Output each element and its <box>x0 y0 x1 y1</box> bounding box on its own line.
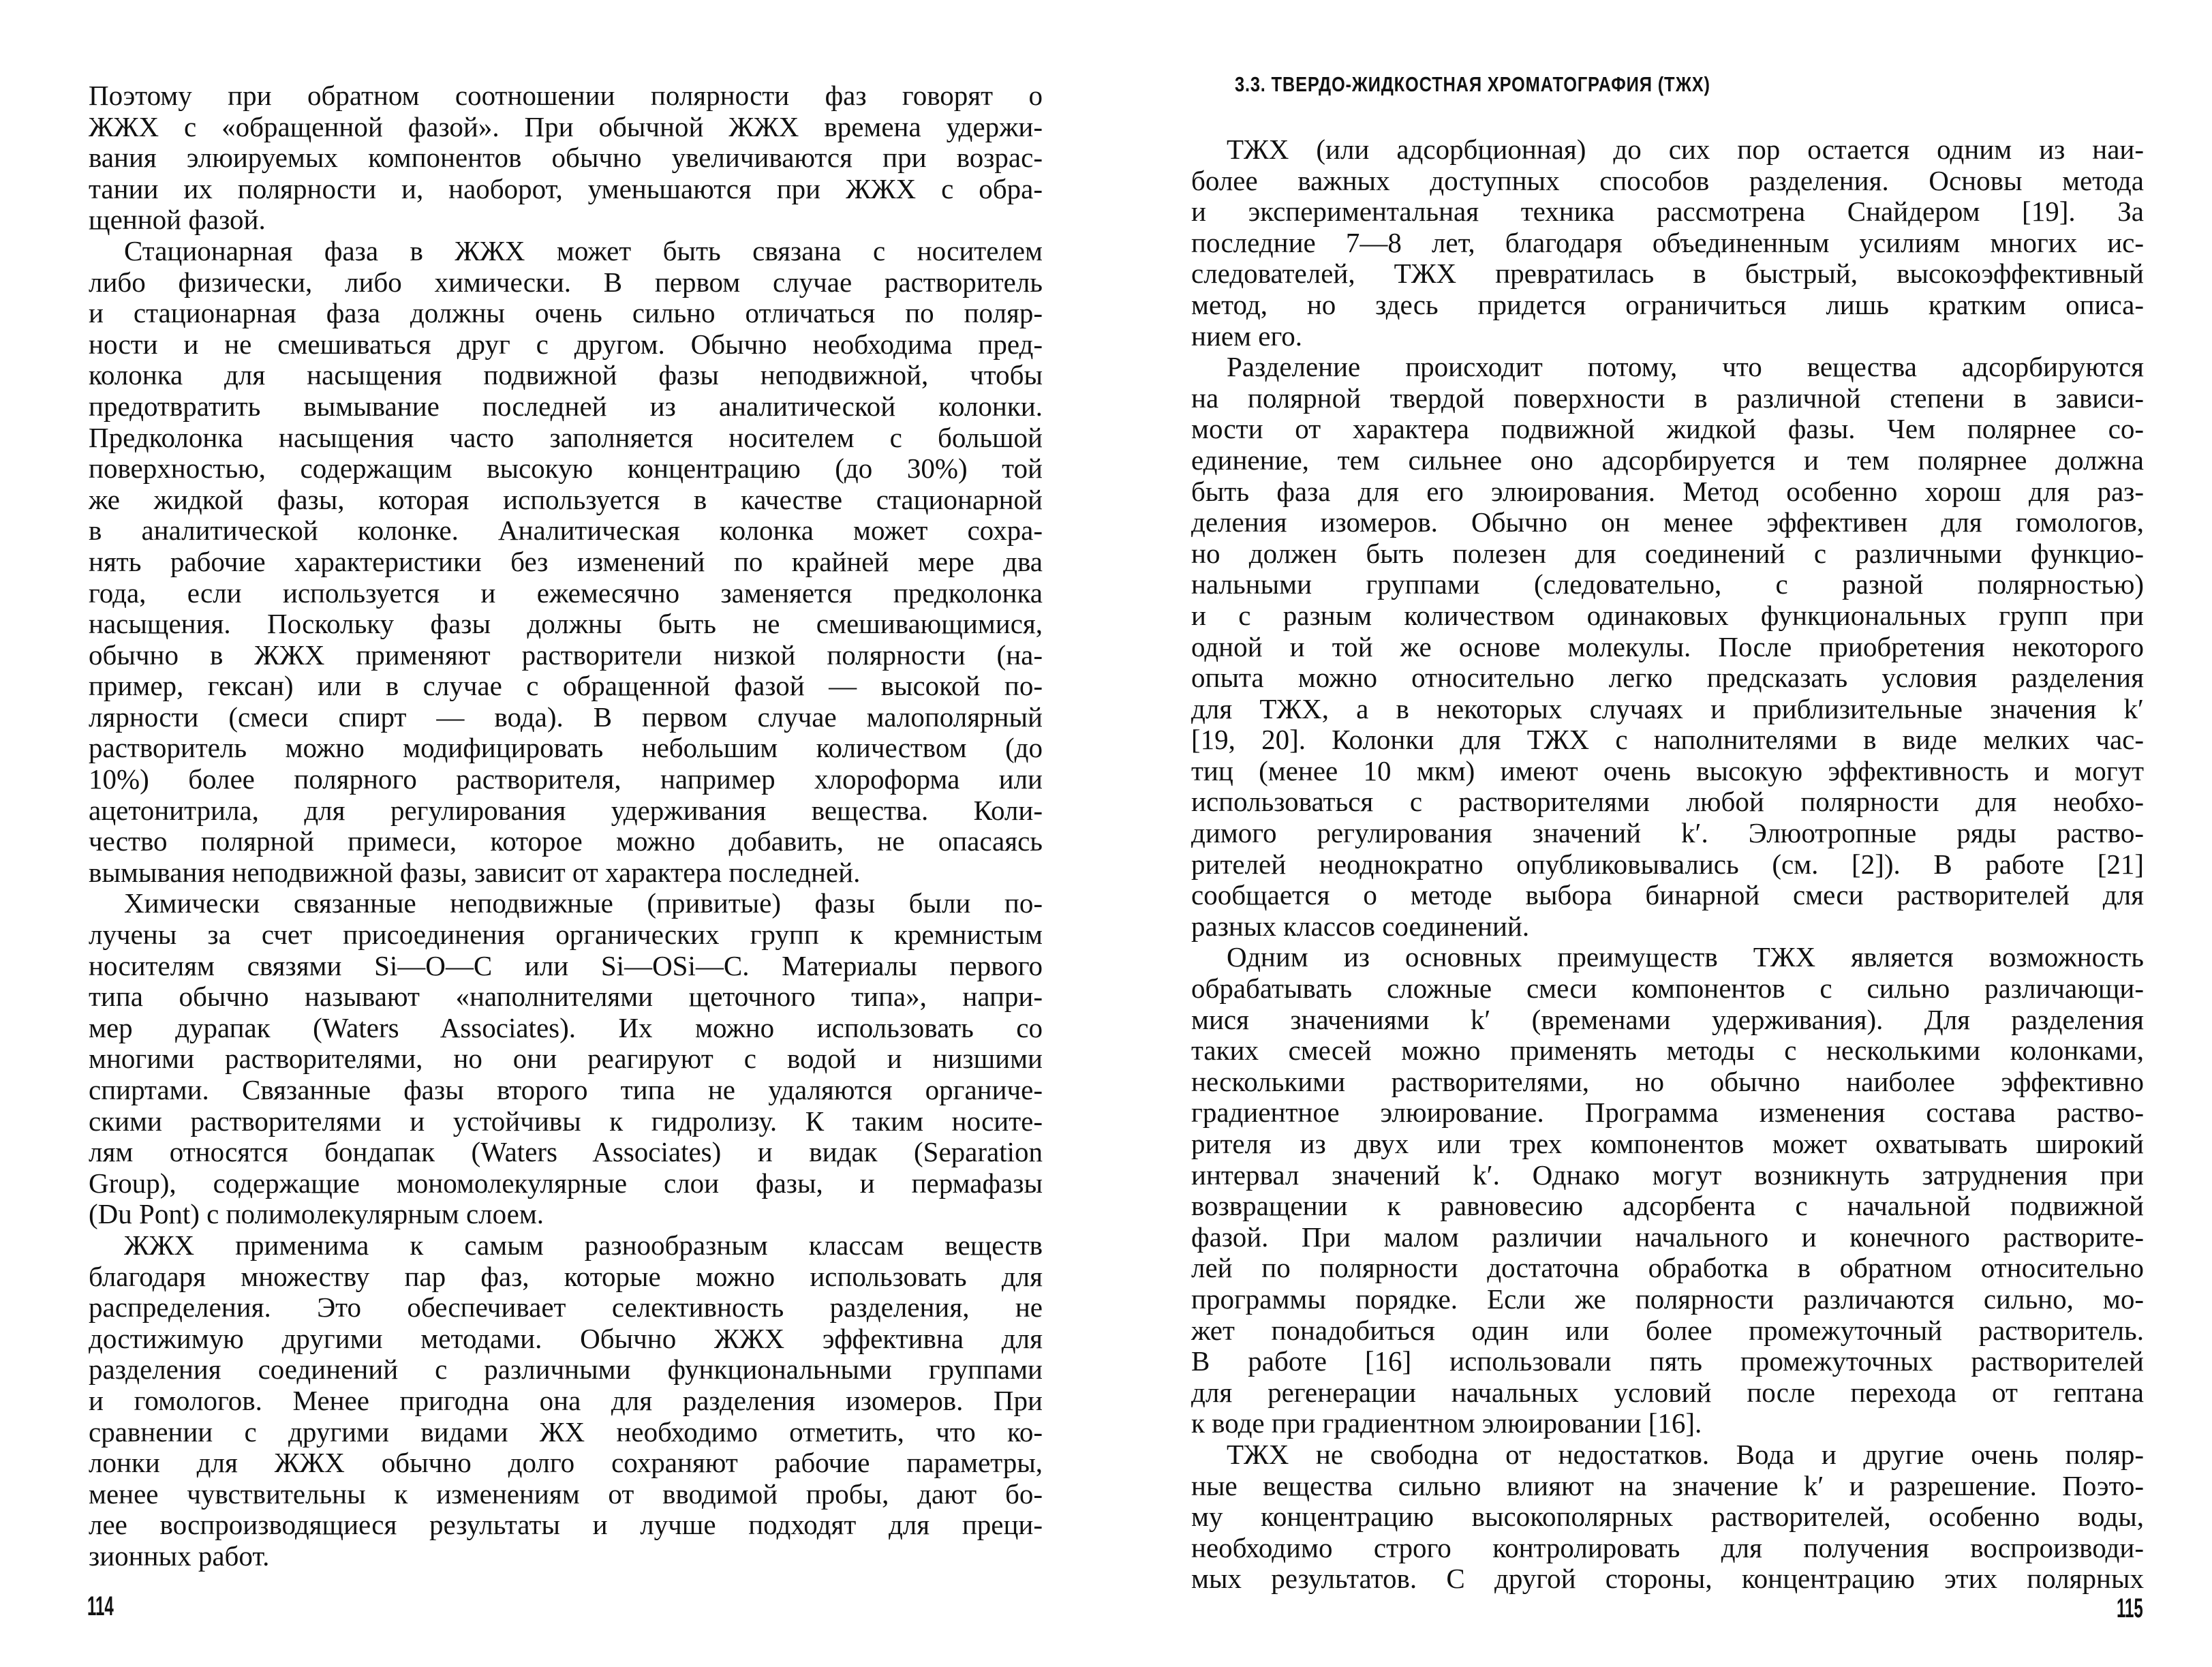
text-line: опыта можно относительно легко предсказать условия разделения <box>1191 662 2144 694</box>
text-line: вымывания неподвижной фазы, зависит от характера последней. <box>89 856 861 888</box>
text-line: насыщения. Поскольку фазы должны быть не смешивающимися, <box>89 608 1043 640</box>
text-line: пример, гексан) или в случае с обращенной фазой — высокой по- <box>89 670 1043 702</box>
text-line: более важных доступных способов разделения. Основы метода <box>1191 164 2144 196</box>
text-line: обрабатывать сложные смеси компонентов с сильно различающи- <box>1191 973 2144 1005</box>
text-line: щенной фазой. <box>89 204 266 236</box>
paragraph <box>1191 1439 2144 1595</box>
text-line: тиц (менее 10 мкм) имеют очень высокую эффективность и могут <box>1191 754 2144 786</box>
text-line: Разделение происходит потому, что вещества адсорбируются <box>1227 351 2144 383</box>
text-line: Одним из основных преимуществ ТЖХ является возможность <box>1227 941 2144 973</box>
text-line: программы порядке. Если же полярности различаются сильно, мо- <box>1191 1283 2144 1315</box>
text-line: Стационарная фаза в ЖЖХ может быть связана с носителем <box>124 234 1043 266</box>
text-line: ТЖХ не свободна от недостатков. Вода и другие очень поляр- <box>1227 1438 2144 1470</box>
text-line: рителей неоднократно опубликовывались (см. [2]). В работе [21] <box>1191 848 2144 880</box>
text-line: лонки для ЖЖХ обычно долго сохраняют рабочие параметры, <box>89 1447 1043 1479</box>
text-line: и гомологов. Менее пригодна она для разделения изомеров. При <box>89 1384 1043 1416</box>
text-line: Group), содержащие мономолекулярные слои фазы, и пермафазы <box>89 1167 1043 1199</box>
text-line: возвращении к равновесию адсорбента с начальной подвижной <box>1191 1190 2144 1222</box>
paragraph <box>89 888 1043 1230</box>
text-line: метод, но здесь придется ограничиться лишь кратким описа- <box>1191 288 2144 320</box>
text-line: единение, тем сильнее оно адсорбируется и тем полярнее должна <box>1191 444 2144 476</box>
text-line: и экспериментальная техника рассмотрена Снайдером [19]. За <box>1191 196 2144 228</box>
left-page-text <box>89 80 1043 1572</box>
text-line: необходимо строго контролировать для получения воспроизводи- <box>1191 1531 2144 1563</box>
text-line: типа обычно называют «наполнителями щеточного типа», напри- <box>89 981 1043 1013</box>
text-line: растворитель можно модифицировать небольшим количеством (до <box>89 732 1043 764</box>
text-line: лучены за счет присоединения органических групп к кремнистым <box>89 919 1043 951</box>
text-line: разделения соединений с различными функциональными группами <box>89 1354 1043 1386</box>
text-line: для регенерации начальных условий после перехода от гептана <box>1191 1376 2144 1408</box>
text-line: лей по полярности достаточна обработка в обратном относительно <box>1191 1252 2144 1284</box>
text-line: носителям связями Si—O—C или Si—OSi—C. Материалы первого <box>89 949 1043 981</box>
paragraph <box>1191 134 2144 352</box>
section-heading: 3.3. ТВЕРДО-ЖИДКОСТНАЯ ХРОМАТОГРАФИЯ (ТЖХ) <box>1235 72 1710 96</box>
text-line: рителя из двух или трех компонентов может охватывать широкий <box>1191 1128 2144 1159</box>
text-line: года, если используется и ежемесячно заменяется предколонка <box>89 577 1043 609</box>
text-line: Предколонка насыщения часто заполняется носителем с большой <box>89 421 1043 453</box>
text-line: последние 7—8 лет, благодаря объединенным усилиям многих ис- <box>1191 226 2144 258</box>
text-line: мости от характера подвижной жидкой фазы. Чем полярнее со- <box>1191 413 2144 445</box>
text-line: фазой. При малом различии начального и конечного растворите- <box>1191 1221 2144 1253</box>
text-line: градиентное элюирование. Программа изменения состава раство- <box>1191 1097 2144 1129</box>
text-line: 10%) более полярного растворителя, например хлороформа или <box>89 763 1043 795</box>
text-line: предотвратить вымывание последней из аналитической колонки. <box>89 390 1043 422</box>
text-line: и стационарная фаза должны очень сильно отличаться по поляр- <box>89 297 1043 329</box>
text-line: использоваться с растворителями любой полярности для необхо- <box>1191 786 2144 818</box>
text-line: В работе [16] использовали пять промежуточных растворителей <box>1191 1345 2144 1377</box>
text-line: и с разным количеством одинаковых функциональных групп при <box>1191 599 2144 631</box>
text-line: лярности (смеси спирт — вода). В первом случае малополярный <box>89 701 1043 733</box>
text-line: ности и не смешиваться друг с другом. Обычно необходима пред- <box>89 328 1043 360</box>
text-line: зионных работ. <box>89 1540 270 1572</box>
text-line: но должен быть полезен для соединений с различными функцио- <box>1191 537 2144 569</box>
text-line: Поэтому при обратном соотношении полярности фаз говорят о <box>89 80 1043 111</box>
text-line: чество полярной примеси, которое можно добавить, не опасаясь <box>89 825 1043 857</box>
text-line: ацетонитрила, для регулирования удерживания вещества. Коли- <box>89 794 1043 826</box>
text-line: благодаря множеству пар фаз, которые можно использовать для <box>89 1260 1043 1292</box>
text-line: нять рабочие характеристики без изменений по крайней мере два <box>89 545 1043 577</box>
text-line: спиртами. Связанные фазы второго типа не удаляются органиче- <box>89 1074 1043 1105</box>
text-line: вания элюируемых компонентов обычно увеличиваются при возрас- <box>89 142 1043 174</box>
text-line: интервал значений k′. Однако могут возникнуть затруднения при <box>1191 1159 2144 1191</box>
text-line: следователей, ТЖХ превратилась в быстрый, высокоэффективный <box>1191 258 2144 290</box>
right-page-text <box>1191 134 2144 1595</box>
text-line: ЖЖХ с «обращенной фазой». При обычной ЖЖХ времена удержи- <box>89 110 1043 142</box>
text-line: [19, 20]. Колонки для ТЖХ с наполнителями в виде мелких час- <box>1191 724 2144 756</box>
paragraph <box>89 236 1043 888</box>
text-line: тании их полярности и, наоборот, уменьшаются при ЖЖХ с обра- <box>89 172 1043 204</box>
text-line: обычно в ЖЖХ применяют растворители низкой полярности (на- <box>89 639 1043 671</box>
text-line: колонка для насыщения подвижной фазы неподвижной, чтобы <box>89 359 1043 391</box>
text-line: для ТЖХ, а в некоторых случаях и приблизительные значения k′ <box>1191 692 2144 724</box>
text-line: таких смесей можно применять методы с несколькими колонками, <box>1191 1035 2144 1067</box>
paragraph <box>1191 942 2144 1439</box>
page-number-left: 114 <box>87 1591 114 1621</box>
text-line: Химически связанные неподвижные (привитые) фазы были по- <box>124 887 1043 919</box>
page-number-right: 115 <box>2117 1593 2143 1623</box>
text-line: ТЖХ (или адсорбционная) до сих пор остается одним из наи- <box>1227 134 2144 165</box>
text-line: нием его. <box>1191 320 1303 352</box>
paragraph <box>89 80 1043 236</box>
text-line: к воде при градиентном элюировании [16]. <box>1191 1407 1702 1439</box>
text-line: несколькими растворителями, но обычно наиболее эффективно <box>1191 1065 2144 1097</box>
text-line: мер дурапак (Waters Associates). Их можно использовать со <box>89 1011 1043 1043</box>
text-line: ЖЖХ применима к самым разнообразным классам веществ <box>124 1229 1043 1261</box>
text-line: димого регулирования значений k′. Элюотропные ряды раство- <box>1191 817 2144 849</box>
text-line: распределения. Это обеспечивает селективность разделения, не <box>89 1291 1043 1324</box>
paragraph <box>1191 352 2144 942</box>
text-line: нальными группами (следовательно, с разной полярностью) <box>1191 568 2144 600</box>
text-line: же жидкой фазы, которая используется в качестве стационарной <box>89 483 1043 515</box>
text-line: достижимую другими методами. Обычно ЖЖХ эффективна для <box>89 1322 1043 1354</box>
text-line: в аналитической колонке. Аналитическая колонка может сохра- <box>89 515 1043 547</box>
text-line: быть фаза для его элюирования. Метод особенно хорош для раз- <box>1191 475 2144 507</box>
text-line: скими растворителями и устойчивы к гидролизу. К таким носите- <box>89 1105 1043 1137</box>
text-line: менее чувствительны к изменениям от вводимой пробы, дают бо- <box>89 1478 1043 1510</box>
text-line: мых результатов. С другой стороны, концентрацию этих полярных <box>1191 1563 2144 1595</box>
text-line: поверхностью, содержащим высокую концентрацию (до 30%) той <box>89 453 1043 485</box>
text-line: лям относятся бондапак (Waters Associates) и видак (Separation <box>89 1136 1043 1168</box>
text-line: многими растворителями, но они реагируют с водой и низшими <box>89 1043 1043 1075</box>
text-line: на полярной твердой поверхности в различной степени в зависи- <box>1191 382 2144 414</box>
text-line: сравнении с другими видами ЖХ необходимо отметить, что ко- <box>89 1416 1043 1448</box>
text-line: одной и той же основе молекулы. После приобретения некоторого <box>1191 630 2144 662</box>
text-line: мися значениями k′ (временами удерживания). Для разделения <box>1191 1003 2144 1035</box>
text-line: лее воспроизводящиеся результаты и лучше подходят для преци- <box>89 1509 1043 1541</box>
text-line: разных классов соединений. <box>1191 910 1530 942</box>
text-line: ные вещества сильно влияют на значение k′ и разрешение. Поэто- <box>1191 1469 2144 1501</box>
text-line: деления изомеров. Обычно он менее эффективен для гомологов, <box>1191 506 2144 538</box>
text-line: жет понадобиться один или более промежуточный растворитель. <box>1191 1314 2144 1346</box>
text-line: (Du Pont) с полимолекулярным слоем. <box>89 1198 544 1230</box>
text-line: сообщается о методе выбора бинарной смеси растворителей для <box>1191 879 2144 911</box>
text-line: либо физически, либо химически. В первом случае растворитель <box>89 266 1043 298</box>
paragraph <box>89 1230 1043 1572</box>
text-line: му концентрацию высокополярных растворителей, особенно воды, <box>1191 1501 2144 1533</box>
